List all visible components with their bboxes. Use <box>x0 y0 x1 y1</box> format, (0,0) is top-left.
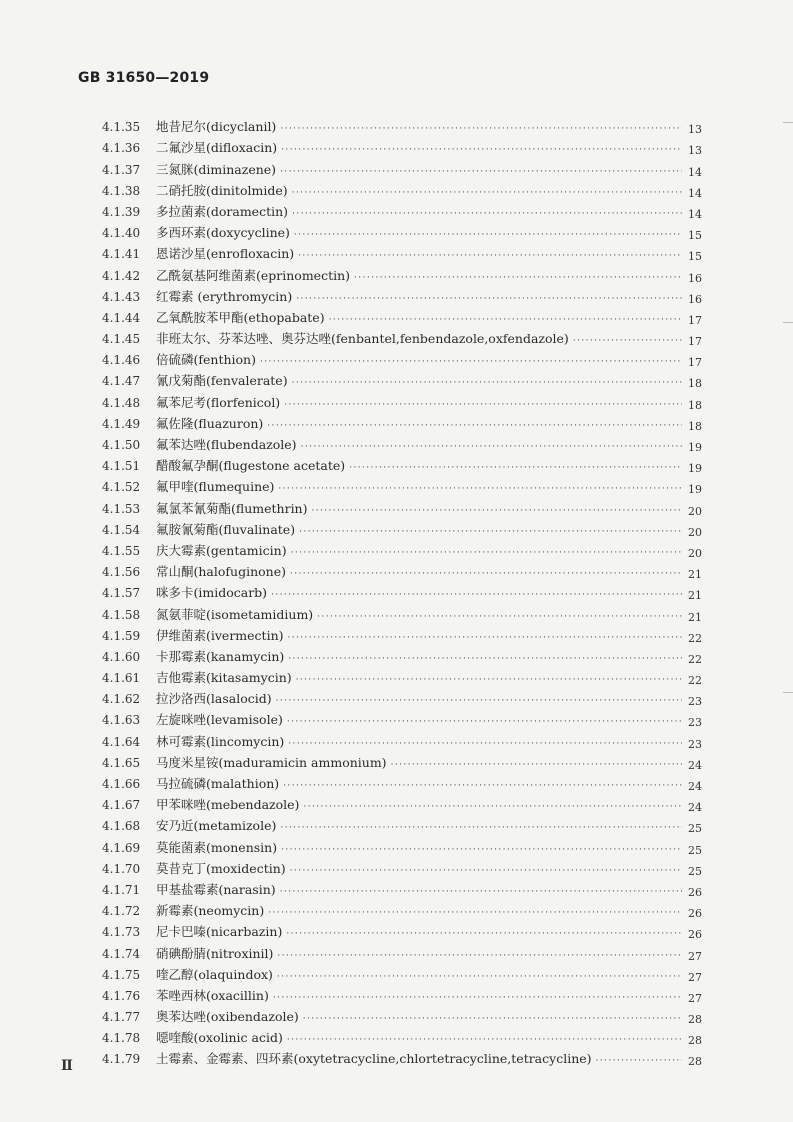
toc-section-number: 4.1.62 <box>102 692 141 707</box>
scan-edge-mark <box>783 122 793 123</box>
toc-page-number: 27 <box>688 991 702 1005</box>
toc-row[interactable] <box>102 537 702 558</box>
dot-leader <box>277 972 682 982</box>
dot-leader <box>268 908 682 918</box>
dot-leader <box>260 357 682 367</box>
toc-entry-title: 氟苯达唑(flubendazole) <box>156 437 297 452</box>
toc-page-number: 20 <box>688 525 702 539</box>
toc-page-number: 18 <box>688 398 702 412</box>
toc-entry-title: 马拉硫磷(malathion) <box>156 776 280 791</box>
toc-page-number: 28 <box>688 1034 702 1048</box>
toc-section-number: 4.1.71 <box>102 882 141 897</box>
dot-leader <box>391 760 682 770</box>
dot-leader <box>284 400 682 410</box>
toc-page-number: 25 <box>688 822 702 836</box>
toc-row[interactable] <box>102 939 702 963</box>
toc-page-number: 24 <box>688 780 702 793</box>
toc-section-number: 4.1.55 <box>102 543 141 558</box>
dot-leader <box>288 633 682 643</box>
toc-page-number: 22 <box>688 652 702 666</box>
toc-entry-title: 二硝托胺(dinitolmide) <box>156 182 288 198</box>
toc-row[interactable] <box>102 410 702 431</box>
toc-row[interactable] <box>102 876 702 897</box>
toc-entry-title: 拉沙洛西(lasalocid) <box>156 691 272 707</box>
toc-page-number: 20 <box>688 504 702 518</box>
toc-entry-title: 咪多卡(imidocarb) <box>156 585 268 601</box>
toc-row[interactable] <box>102 134 702 158</box>
toc-page-number: 17 <box>688 313 702 327</box>
toc-row[interactable] <box>102 897 702 921</box>
toc-section-number: 4.1.37 <box>102 162 141 177</box>
toc-section-number: 4.1.54 <box>102 522 141 537</box>
toc-section-number: 4.1.64 <box>102 734 141 749</box>
toc-section-number: 4.1.65 <box>102 755 141 770</box>
toc-page-number: 19 <box>688 483 702 497</box>
toc-page-number: 26 <box>688 928 702 942</box>
toc-entry-title: 硝碘酚腈(nitroxinil) <box>156 945 274 961</box>
toc-row[interactable] <box>102 219 702 243</box>
toc-page-number: 24 <box>688 758 702 772</box>
dot-leader <box>283 781 682 791</box>
dot-leader <box>303 802 682 812</box>
toc-entry-title: 常山酮(halofuginone) <box>156 564 286 580</box>
toc-row[interactable] <box>102 833 702 857</box>
document-code-header: GB 31650—2019 <box>78 70 210 86</box>
dot-leader <box>280 167 682 177</box>
toc-row[interactable] <box>102 558 702 582</box>
toc-row[interactable] <box>102 240 702 264</box>
toc-row[interactable] <box>102 812 702 836</box>
toc-section-number: 4.1.39 <box>102 204 141 219</box>
toc-row[interactable] <box>102 664 702 688</box>
toc-section-number: 4.1.56 <box>102 565 141 580</box>
toc-section-number: 4.1.50 <box>102 438 141 452</box>
scan-edge-mark <box>783 322 793 323</box>
toc-section-number: 4.1.70 <box>102 861 141 876</box>
toc-section-number: 4.1.47 <box>102 374 141 389</box>
toc-page-number: 28 <box>688 1055 702 1069</box>
toc-row[interactable] <box>102 325 702 349</box>
toc-entry-title: 伊维菌素(ivermectin) <box>156 627 284 643</box>
toc-page-number: 13 <box>688 144 702 158</box>
toc-page-number: 18 <box>688 419 702 433</box>
toc-page-number: 22 <box>688 631 702 645</box>
dot-leader <box>287 717 682 727</box>
toc-entry-title: 庆大霉素(gentamicin) <box>156 542 287 558</box>
toc-entry-title: 尼卡巴嗪(nicarbazin) <box>156 924 283 940</box>
toc-section-number: 4.1.42 <box>102 268 141 283</box>
toc-row[interactable] <box>102 473 702 497</box>
toc-section-number: 4.1.73 <box>102 925 141 940</box>
toc-row[interactable] <box>102 367 702 391</box>
toc-entry-title: 卡那霉素(kanamycin) <box>156 648 285 664</box>
toc-page-number: 26 <box>688 885 702 899</box>
dot-leader <box>280 823 682 833</box>
toc-entry-title: 氟苯尼考(florfenicol) <box>156 394 281 410</box>
toc-row[interactable] <box>102 304 702 325</box>
toc-section-number: 4.1.74 <box>102 946 141 961</box>
toc-page-number: 25 <box>688 843 702 857</box>
dot-leader <box>573 336 682 346</box>
toc-entry-title: 氟甲喹(flumequine) <box>156 479 275 495</box>
dot-leader <box>317 612 682 622</box>
toc-row[interactable] <box>102 1045 702 1069</box>
toc-page-number: 21 <box>688 589 702 603</box>
toc-row[interactable] <box>102 177 702 198</box>
toc-section-number: 4.1.51 <box>102 459 141 474</box>
toc-page-number: 14 <box>688 186 702 200</box>
toc-row[interactable] <box>102 855 702 876</box>
toc-section-number: 4.1.76 <box>102 988 141 1003</box>
dot-leader <box>277 951 682 961</box>
toc-entry-title: 红霉素 (erythromycin) <box>156 288 293 304</box>
dot-leader <box>281 845 682 855</box>
toc-entry-title: 马度米星铵(maduramicin ammonium) <box>156 754 387 770</box>
toc-page-number: 14 <box>688 165 702 179</box>
toc-section-number: 4.1.68 <box>102 819 141 834</box>
toc-entry-title: 倍硫磷(fenthion) <box>156 352 256 368</box>
toc-section-number: 4.1.66 <box>102 777 141 791</box>
toc-row[interactable] <box>102 918 702 942</box>
toc-section-number: 4.1.35 <box>102 120 141 135</box>
toc-section-number: 4.1.43 <box>102 289 141 304</box>
toc-page-number: 16 <box>688 292 702 306</box>
toc-page-number: 13 <box>688 123 702 137</box>
toc-page-number: 19 <box>688 462 702 476</box>
toc-row[interactable] <box>102 452 702 476</box>
toc-page-number: 17 <box>688 356 702 370</box>
toc-page-number: 23 <box>688 716 702 730</box>
toc-entry-title: 莫能菌素(monensin) <box>156 839 278 855</box>
toc-section-number: 4.1.69 <box>102 840 141 855</box>
toc-page-number: 17 <box>688 335 702 349</box>
toc-row[interactable] <box>102 685 702 709</box>
toc-row[interactable] <box>102 388 702 412</box>
toc-section-number: 4.1.44 <box>102 310 141 325</box>
dot-leader <box>301 442 682 452</box>
toc-row[interactable] <box>102 516 702 537</box>
toc-entry-title: 多拉菌素(doramectin) <box>156 203 289 219</box>
toc-entry-title: 噁喹酸(oxolinic acid) <box>156 1030 283 1046</box>
dot-leader <box>290 569 682 579</box>
toc-page-number: 18 <box>688 377 702 391</box>
toc-page-number: 26 <box>688 907 702 921</box>
dot-leader <box>296 675 682 685</box>
toc-entry-title: 氟氯苯氰菊酯(flumethrin) <box>156 500 308 516</box>
dot-leader <box>276 696 682 706</box>
toc-entry-title: 地昔尼尔(dicyclanil) <box>156 119 277 135</box>
toc-row[interactable] <box>102 579 702 603</box>
toc-page-number: 23 <box>688 737 702 751</box>
dot-leader <box>349 463 682 473</box>
dot-leader <box>292 209 682 219</box>
toc-entry-title: 甲基盐霉素(narasin) <box>156 881 276 897</box>
toc-entry-title: 氟佐隆(fluazuron) <box>156 415 264 431</box>
toc-section-number: 4.1.77 <box>102 1010 141 1025</box>
toc-entry-title: 氟胺氰菊酯(fluvalinate) <box>156 521 296 537</box>
toc-page-number: 22 <box>688 674 702 688</box>
toc-entry-title: 醋酸氟孕酮(flugestone acetate) <box>156 458 346 474</box>
toc-section-number: 4.1.40 <box>102 226 141 241</box>
toc-page-number: 24 <box>688 801 702 815</box>
toc-entry-title: 新霉素(neomycin) <box>156 903 265 919</box>
toc-page-number: 23 <box>688 695 702 709</box>
toc-section-number: 4.1.79 <box>102 1052 141 1067</box>
toc-section-number: 4.1.60 <box>102 649 141 664</box>
toc-page-number: 15 <box>688 229 702 243</box>
dot-leader <box>303 1014 682 1024</box>
toc-row[interactable] <box>102 198 702 219</box>
toc-entry-title: 多西环素(doxycycline) <box>156 225 290 241</box>
toc-row[interactable] <box>102 982 702 1003</box>
dot-leader <box>292 378 682 388</box>
toc-row[interactable] <box>102 791 702 815</box>
toc-entry-title: 吉他霉素(kitasamycin) <box>156 670 292 686</box>
toc-section-number: 4.1.75 <box>102 967 141 982</box>
toc-section-number: 4.1.59 <box>102 628 141 643</box>
toc-row[interactable] <box>102 727 702 751</box>
toc-row[interactable] <box>102 770 702 791</box>
dot-leader <box>287 1035 682 1045</box>
toc-section-number: 4.1.57 <box>102 586 141 601</box>
toc-section-number: 4.1.53 <box>102 501 141 516</box>
dot-leader <box>294 230 682 240</box>
dot-leader <box>329 315 682 325</box>
dot-leader <box>281 145 682 155</box>
dot-leader <box>354 273 682 283</box>
toc-entry-title: 乙酰氨基阿维菌素(eprinomectin) <box>156 267 351 283</box>
toc-entry-title: 安乃近(metamizole) <box>156 818 277 834</box>
toc-row[interactable] <box>102 346 702 370</box>
toc-entry-title: 土霉素、金霉素、四环素(oxytetracycline,chlortetracycline,tetracycline) <box>156 1051 592 1067</box>
dot-leader <box>596 1056 682 1066</box>
toc-page-number: 27 <box>688 949 702 963</box>
toc-row[interactable] <box>102 622 702 643</box>
toc-page-number: 28 <box>688 1013 702 1027</box>
toc-row[interactable] <box>102 261 702 285</box>
toc-section-number: 4.1.61 <box>102 671 141 686</box>
toc-section-number: 4.1.46 <box>102 353 141 368</box>
table-of-contents <box>102 113 702 1069</box>
toc-entry-title: 莫昔克丁(moxidectin) <box>156 860 286 876</box>
dot-leader <box>312 506 683 516</box>
toc-page-number: 20 <box>688 546 702 560</box>
page-number-roman: Ⅱ <box>61 1058 73 1074</box>
toc-section-number: 4.1.36 <box>102 141 141 156</box>
toc-row[interactable] <box>102 431 702 452</box>
toc-section-number: 4.1.45 <box>102 332 141 347</box>
dot-leader <box>273 993 682 1003</box>
toc-section-number: 4.1.58 <box>102 607 141 622</box>
toc-entry-title: 奥苯达唑(oxibendazole) <box>156 1009 299 1025</box>
dot-leader <box>291 548 682 558</box>
toc-row[interactable] <box>102 643 702 664</box>
scan-edge-mark <box>783 692 793 693</box>
dot-leader <box>280 124 682 134</box>
toc-page-number: 21 <box>688 610 702 624</box>
toc-row[interactable] <box>102 706 702 730</box>
toc-section-number: 4.1.52 <box>102 480 141 495</box>
toc-page-number: 27 <box>688 970 702 984</box>
toc-entry-title: 左旋咪唑(levamisole) <box>156 712 283 728</box>
toc-section-number: 4.1.38 <box>102 183 141 198</box>
dot-leader <box>292 188 682 198</box>
dot-leader <box>267 421 682 431</box>
toc-entry-title: 非班太尔、芬苯达唑、奥芬达唑(fenbantel,fenbendazole,oxfendazole) <box>156 331 569 347</box>
toc-row[interactable] <box>102 494 702 518</box>
dot-leader <box>290 866 682 876</box>
toc-page-number: 19 <box>688 441 702 454</box>
toc-page-number: 16 <box>688 271 702 285</box>
toc-entry-title: 喹乙醇(olaquindox) <box>156 966 273 982</box>
dot-leader <box>271 590 682 600</box>
toc-section-number: 4.1.67 <box>102 798 141 813</box>
toc-page-number: 15 <box>688 250 702 264</box>
toc-entry-title: 苯唑西林(oxacillin) <box>156 987 269 1003</box>
dot-leader <box>299 527 682 537</box>
dot-leader <box>286 929 682 939</box>
dot-leader <box>288 654 682 664</box>
dot-leader <box>298 251 682 261</box>
dot-leader <box>288 739 682 749</box>
toc-entry-title: 乙氧酰胺苯甲酯(ethopabate) <box>156 309 325 325</box>
toc-section-number: 4.1.78 <box>102 1031 141 1046</box>
dot-leader <box>296 294 682 304</box>
toc-entry-title: 林可霉素(lincomycin) <box>156 733 285 749</box>
toc-row[interactable] <box>102 600 702 624</box>
toc-row[interactable] <box>102 283 702 304</box>
dot-leader <box>278 484 682 494</box>
toc-row[interactable] <box>102 1024 702 1048</box>
toc-row[interactable] <box>102 749 702 770</box>
toc-row[interactable] <box>102 155 702 179</box>
toc-page-number: 14 <box>688 207 702 221</box>
toc-entry-title: 氰戊菊酯(fenvalerate) <box>156 373 288 389</box>
toc-section-number: 4.1.41 <box>102 247 141 262</box>
toc-entry-title: 甲苯咪唑(mebendazole) <box>156 797 300 813</box>
dot-leader <box>280 887 682 897</box>
toc-page-number: 25 <box>688 864 702 878</box>
toc-section-number: 4.1.48 <box>102 395 141 410</box>
toc-row[interactable] <box>102 1003 702 1027</box>
toc-row[interactable] <box>102 113 702 137</box>
toc-entry-title: 三氮脒(diminazene) <box>156 161 277 177</box>
toc-entry-title: 氮氨菲啶(isometamidium) <box>156 606 314 622</box>
toc-entry-title: 二氟沙星(difloxacin) <box>156 140 278 156</box>
toc-section-number: 4.1.49 <box>102 416 141 431</box>
toc-row[interactable] <box>102 961 702 982</box>
toc-entry-title: 恩诺沙星(enrofloxacin) <box>156 246 295 262</box>
toc-section-number: 4.1.72 <box>102 904 141 919</box>
toc-page-number: 21 <box>688 568 702 582</box>
toc-section-number: 4.1.63 <box>102 713 141 728</box>
